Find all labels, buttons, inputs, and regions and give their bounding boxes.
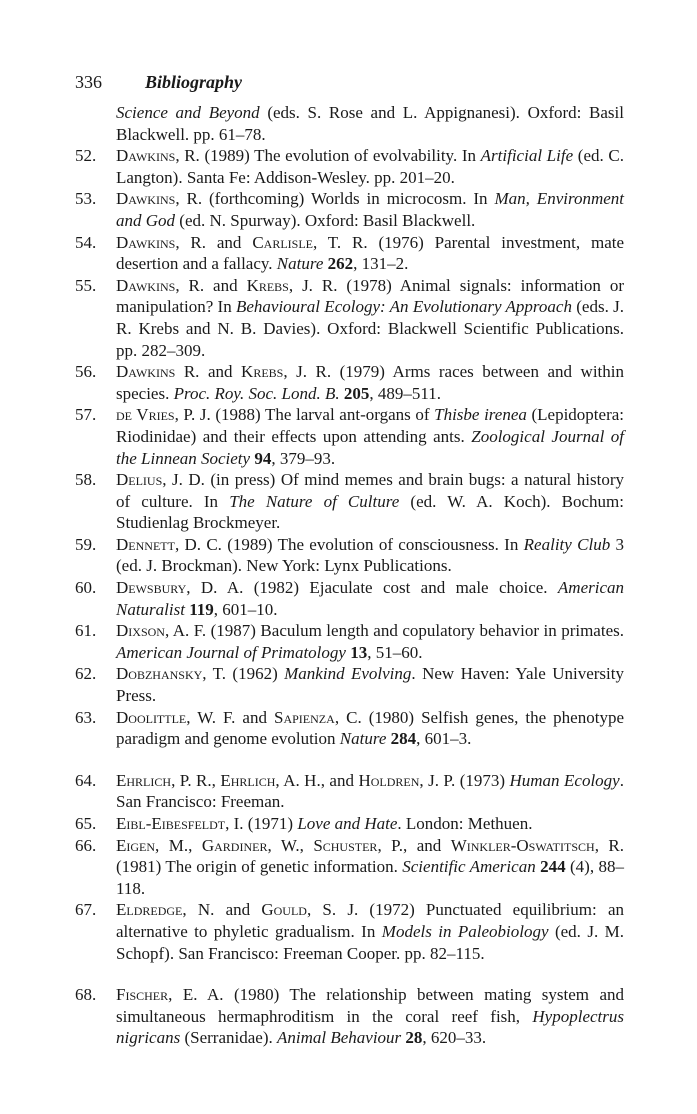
reference-text: , 379–93. (271, 448, 336, 468)
reference-author: Fischer (116, 985, 169, 1005)
reference-number: 61. (75, 621, 97, 641)
reference-number: 68. (75, 985, 97, 1005)
reference-text: , 51–60. (367, 642, 423, 662)
reference-title: Thisbe irenea (434, 405, 527, 425)
reference-text: , W. F. and (186, 707, 275, 727)
reference-number: 52. (75, 146, 97, 166)
reference-text: , S. J. (1972) Punctuated equilibrium: an alternative to phyletic gradualism. In (116, 900, 624, 941)
reference-number: 64. (75, 770, 97, 790)
reference-volume: 244 (540, 857, 566, 877)
reference-number: 54. (75, 232, 97, 252)
reference-text: , R. and (175, 275, 247, 295)
reference-text: , D. C. (1989) The evolution of consciousness. In (174, 534, 524, 554)
reference-text: , 620–33. (422, 1028, 487, 1048)
reference-entry (75, 813, 624, 835)
reference-text: , J. D. (in press) Of mind memes and brain bugs: a natural history of culture. In (116, 470, 624, 511)
reference-text: , 131–2. (353, 254, 409, 274)
reference-text: . New Haven: Yale University Press. (116, 664, 624, 706)
reference-title: Love and Hate (297, 814, 398, 833)
reference-author: Dawkins (116, 275, 176, 295)
reference-title: Nature (339, 729, 387, 749)
running-head (75, 71, 242, 93)
reference-text: . London: Methuen. (397, 814, 533, 833)
reference-title: Zoological Journal of the Linnean Society (116, 426, 624, 468)
reference-author: Krebs (246, 275, 289, 295)
reference-entry (75, 534, 624, 577)
reference-number: 58. (75, 470, 97, 490)
reference-title: American Journal of Primatology (116, 642, 346, 662)
reference-text: 3 (ed. J. Brockman). New York: Lynx Publications. (116, 534, 625, 576)
reference-text: (eds. J. R. Krebs and N. B. Davies). Oxford: Blackwell Scientific Publications. pp. 282–309. (116, 297, 624, 360)
reference-text: , E. A. (1980) The relationship between mating system and simultaneous hermaphroditism in the coral reef fish, (116, 985, 624, 1026)
reference-text: (Lepidoptera: Riodinidae) and their effects upon attending ants. (116, 405, 624, 446)
reference-number: 59. (75, 534, 97, 554)
page-number: 336 (75, 72, 102, 92)
reference-text: , P., and (377, 835, 451, 855)
reference-author: Dobzhansky (116, 664, 203, 684)
reference-entry (75, 770, 624, 813)
reference-author: Dixson (116, 621, 165, 641)
reference-text: , R. (1981) The origin of genetic information. (116, 835, 624, 877)
reference-number: 60. (75, 578, 97, 598)
reference-text: (ed. N. Spurway). Oxford: Basil Blackwell. (175, 210, 476, 230)
reference-title: Models in Paleobiology (381, 921, 549, 941)
reference-title: Hypoplectrus nigricans (116, 1006, 624, 1048)
reference-entry (75, 404, 624, 469)
reference-entry (75, 663, 624, 706)
reference-author: Krebs (241, 362, 284, 382)
reference-volume: 262 (327, 254, 354, 274)
reference-entry (75, 145, 624, 188)
reference-volume: 284 (390, 729, 417, 749)
reference-text: , R. (1989) The evolution of evolvability. In (175, 146, 481, 166)
reference-author: Eibl-Eibesfeldt (116, 814, 226, 833)
reference-text: , A. F. (1987) Baculum length and copulatory behavior in primates. (164, 621, 624, 641)
reference-author: Dawkins (116, 362, 176, 382)
reference-entry (75, 620, 624, 663)
reference-text: , A. H., and (275, 770, 359, 790)
reference-author: Sapienza (274, 707, 335, 727)
reference-text: , P. R., (171, 770, 221, 790)
reference-entry (75, 469, 624, 534)
reference-number: 66. (75, 835, 97, 855)
reference-number: 63. (75, 707, 97, 727)
reference-author: Winkler-Oswatitsch (450, 835, 595, 855)
reference-text: (Serranidae). (180, 1028, 277, 1048)
reference-volume: 28 (405, 1028, 423, 1048)
reference-title: Artificial Life (480, 146, 574, 166)
reference-title: Nature (276, 254, 324, 274)
reference-text: , R. and (175, 232, 253, 252)
reference-volume: 13 (350, 642, 368, 662)
reference-title: Science and Beyond (116, 103, 260, 122)
reference-text: , J. R. (1978) Animal signals: information or manipulation? In (116, 275, 624, 317)
reference-number: 67. (75, 900, 97, 920)
reference-text: , 601–3. (416, 729, 472, 749)
reference-entry (75, 707, 624, 750)
reference-text: , M., (155, 835, 202, 855)
reference-entry (75, 984, 624, 1049)
reference-title: Human Ecology (509, 770, 620, 790)
reference-text: , J. R. (1979) Arms races between and within species. (116, 362, 624, 403)
reference-text: , W., (267, 835, 314, 855)
reference-author: Dewsbury (116, 578, 187, 598)
reference-number: 56. (75, 362, 97, 382)
reference-author: Holdren (358, 770, 420, 790)
reference-number: 53. (75, 189, 97, 209)
reference-title: The Nature of Culture (229, 491, 400, 511)
reference-text: (ed. W. A. Koch). Bochum: Studienlag Brockmeyer. (116, 491, 624, 533)
reference-volume: 119 (189, 599, 214, 619)
reference-title: Man, Environment and God (116, 189, 624, 230)
reference-author: Eigen (116, 835, 156, 855)
reference-title: American Naturalist (116, 578, 624, 619)
reference-text: (ed. J. M. Schopf). San Francisco: Freeman Cooper. pp. 82–115. (116, 921, 624, 963)
reference-number: 55. (75, 275, 97, 295)
reference-title: Proc. Roy. Soc. Lond. B. (173, 383, 340, 403)
reference-author: Ehrlich (116, 770, 172, 790)
reference-author: Dawkins (116, 146, 176, 166)
reference-text: , 489–511. (369, 383, 442, 403)
reference-author: Schuster (313, 835, 378, 855)
reference-text: , T. R. (1976) Parental investment, mate desertion and a fallacy. (116, 232, 625, 274)
reference-entry (75, 899, 624, 964)
reference-title: Scientific American (402, 857, 536, 877)
reference-text: (4), 88–118. (116, 857, 624, 898)
reference-text: , R. (forthcoming) Worlds in microcosm. In (175, 189, 495, 209)
reference-entry (75, 835, 624, 900)
reference-author: Gould (261, 900, 307, 920)
reference-author: Doolittle (116, 707, 187, 727)
reference-author: Gardiner (201, 835, 268, 855)
reference-text: , P. J. (1988) The larval ant-organs of (174, 405, 435, 425)
reference-number: 65. (75, 814, 97, 833)
reference-text: , 601–10. (213, 599, 278, 619)
reference-volume: 94 (254, 448, 272, 468)
reference-author: Dennett (116, 534, 175, 554)
reference-number: 62. (75, 664, 97, 684)
reference-entry (75, 275, 624, 361)
reference-author: Delius (116, 470, 163, 490)
reference-entry (75, 188, 624, 231)
reference-text: , J. P. (1973) (419, 770, 510, 790)
reference-author: Eldredge (116, 900, 183, 920)
reference-title: Mankind Evolving (284, 664, 412, 684)
reference-entry (75, 361, 624, 404)
reference-text: R. and (175, 362, 242, 382)
section-title: Bibliography (145, 72, 243, 92)
reference-title: Animal Behaviour (277, 1028, 402, 1048)
reference-author: Dawkins (116, 232, 176, 252)
reference-text: , T. (1962) (202, 664, 285, 684)
reference-volume: 205 (343, 383, 370, 403)
reference-title: Reality Club (523, 534, 611, 554)
reference-number: 57. (75, 405, 97, 425)
reference-author: Ehrlich (220, 770, 276, 790)
reference-text: , D. A. (1982) Ejaculate cost and male choice. (186, 578, 558, 598)
reference-text: , N. and (182, 900, 262, 920)
reference-text: , C. (1980) Selfish genes, the phenotype paradigm and genome evolution (116, 707, 624, 749)
reference-text: (eds. S. Rose and L. Appignanesi). Oxford: Basil Blackwell. pp. 61–78. (116, 103, 624, 144)
reference-list (75, 102, 624, 1049)
reference-author: Carlisle (252, 232, 313, 252)
reference-author: de Vries (116, 405, 175, 425)
reference-title: Behavioural Ecology: An Evolutionary Approach (235, 297, 572, 317)
reference-entry (75, 102, 624, 145)
reference-text: . San Francisco: Freeman. (116, 770, 624, 812)
reference-text: , I. (1971) (225, 814, 298, 833)
reference-entry (75, 232, 624, 275)
reference-author: Dawkins (116, 189, 176, 209)
reference-text: (ed. C. Langton). Santa Fe: Addison-Wesley. pp. 201–20. (116, 146, 624, 187)
reference-entry (75, 577, 624, 620)
